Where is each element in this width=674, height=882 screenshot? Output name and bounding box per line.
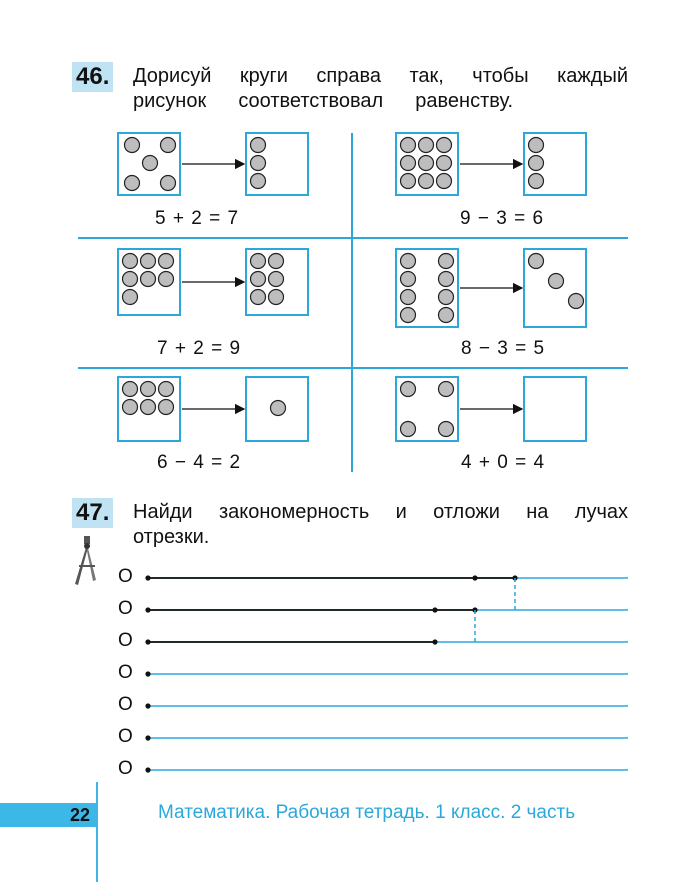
- ray-6: [145, 735, 628, 740]
- dot: [401, 174, 416, 189]
- picture-4: [396, 249, 586, 327]
- dot: [401, 290, 416, 305]
- dot: [439, 254, 454, 269]
- dot: [437, 156, 452, 171]
- dot: [549, 274, 564, 289]
- task-46-number: 46.: [72, 62, 113, 92]
- dot: [401, 254, 416, 269]
- ray-origin: [145, 671, 150, 676]
- dot: [569, 294, 584, 309]
- segment-mark: [472, 575, 477, 580]
- dot: [161, 138, 176, 153]
- equation-4: 8 − 3 = 5: [461, 338, 546, 359]
- dot: [141, 400, 156, 415]
- dot: [439, 308, 454, 323]
- picture-2: [396, 133, 586, 195]
- dot: [141, 254, 156, 269]
- dot: [125, 176, 140, 191]
- equation-3: 7 + 2 = 9: [157, 338, 242, 359]
- dot: [401, 272, 416, 287]
- picture-6: [396, 377, 586, 441]
- task-46-text-line1: Дорисуй круги справа так, чтобы каждый: [133, 65, 628, 87]
- task-46-text-line2: рисунок соответствовал равенству.: [133, 90, 513, 112]
- dot: [269, 272, 284, 287]
- dot: [159, 272, 174, 287]
- dot: [271, 401, 286, 416]
- picture-3: [118, 249, 308, 315]
- dot: [529, 156, 544, 171]
- dot: [401, 308, 416, 323]
- dot: [401, 156, 416, 171]
- dot: [159, 382, 174, 397]
- dot: [251, 290, 266, 305]
- dot: [437, 138, 452, 153]
- dot: [529, 138, 544, 153]
- dot: [161, 176, 176, 191]
- dot: [159, 400, 174, 415]
- dot: [529, 174, 544, 189]
- ray-origin: [145, 767, 150, 772]
- ray-label-4: O: [118, 662, 133, 683]
- footer-divider: [96, 782, 98, 882]
- dot: [439, 272, 454, 287]
- dot: [439, 290, 454, 305]
- dot: [125, 138, 140, 153]
- dot: [123, 272, 138, 287]
- right-box: [524, 377, 586, 441]
- dot: [401, 382, 416, 397]
- dot: [159, 254, 174, 269]
- task-47-text-line1: Найди закономерность и отложи на лучах: [133, 501, 628, 523]
- task-47-text-line2: отрезки.: [133, 526, 210, 548]
- dot: [141, 382, 156, 397]
- equation-5: 6 − 4 = 2: [157, 452, 242, 473]
- dot: [143, 156, 158, 171]
- dot: [401, 422, 416, 437]
- ray-label-5: O: [118, 694, 133, 715]
- equation-2: 9 − 3 = 6: [460, 208, 545, 229]
- ray-label-2: O: [118, 598, 133, 619]
- segment-end: [432, 639, 437, 644]
- dot: [439, 382, 454, 397]
- dot: [419, 138, 434, 153]
- footer-title: Математика. Рабочая тетрадь. 1 класс. 2 часть: [158, 802, 576, 823]
- ray-origin: [145, 703, 150, 708]
- ray-1: [145, 575, 628, 580]
- ray-3: [145, 639, 628, 644]
- dot: [251, 174, 266, 189]
- ray-label-7: O: [118, 758, 133, 779]
- dot: [251, 272, 266, 287]
- ray-7: [145, 767, 628, 772]
- dot: [251, 156, 266, 171]
- ray-label-6: O: [118, 726, 133, 747]
- dot: [401, 138, 416, 153]
- ray-5: [145, 703, 628, 708]
- dot: [123, 382, 138, 397]
- ray-2: [145, 607, 628, 612]
- ray-label-1: O: [118, 566, 133, 587]
- page-number: 22: [0, 803, 96, 827]
- task-47-number: 47.: [72, 498, 113, 528]
- compass-icon: [75, 536, 96, 585]
- dot: [123, 254, 138, 269]
- dot: [123, 290, 138, 305]
- dot: [437, 174, 452, 189]
- dot: [439, 422, 454, 437]
- equation-6: 4 + 0 = 4: [461, 452, 546, 473]
- dot: [419, 174, 434, 189]
- segment-mark: [432, 607, 437, 612]
- dot: [529, 254, 544, 269]
- ray-origin: [145, 735, 150, 740]
- dot: [141, 272, 156, 287]
- dot: [269, 254, 284, 269]
- dot: [123, 400, 138, 415]
- dot: [251, 254, 266, 269]
- picture-1: [118, 133, 308, 195]
- dot: [269, 290, 284, 305]
- picture-5: [118, 377, 308, 441]
- ray-4: [145, 671, 628, 676]
- equation-1: 5 + 2 = 7: [155, 208, 240, 229]
- dot: [251, 138, 266, 153]
- dot: [419, 156, 434, 171]
- ray-label-3: O: [118, 630, 133, 651]
